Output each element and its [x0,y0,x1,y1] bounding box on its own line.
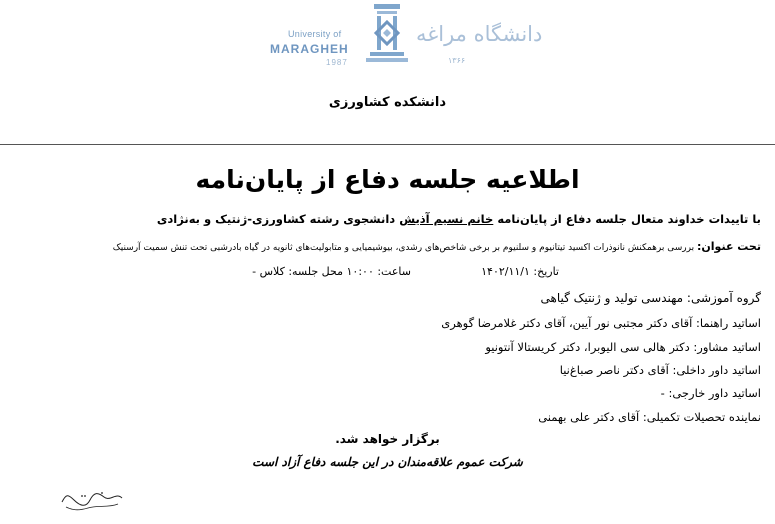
intro-after: دانشجوی رشته کشاورزی-ژنتیک و به‌نژادی [156,212,396,226]
university-seal-icon [364,2,410,66]
graduate-representative: نماینده تحصیلات تکمیلی: آقای دکتر علی بهمنی [538,410,761,424]
intro-before: با تاییدات خداوند متعال جلسه دفاع از پایان‌نامه [497,212,761,226]
header-divider [0,144,775,145]
invitation-statement: شرکت عموم علاقه‌مندان در این جلسه دفاع آزاد است [252,455,523,469]
subject-text: بررسی برهمکنش نانوذرات اکسید تیتانیوم و سلنیوم بر برخی شاخص‌های رشدی، بیوشیمیایی و متابولیت‌های ثانویه در گیاه بادرشبی تحت تنش سمیت آرسنیک [112,243,695,253]
faculty-name: دانشکده کشاورزی [328,95,447,110]
university-logo [268,2,543,74]
subject-label: تحت عنوان: [697,240,761,253]
founding-year-gregorian: 1987 [326,58,348,67]
supervisors: اساتید راهنما: آقای دکتر مجتبی نور آیین، آقای دکتر غلامرضا گوهری [441,316,761,330]
session-details [14,265,761,283]
university-english-name: University of [288,29,342,39]
session-place: محل جلسه: کلاس - [252,265,343,278]
department: گروه آموزشی: مهندسی تولید و ژنتیک گیاهی [540,291,761,305]
university-persian-name: دانشگاه مراغه [416,22,543,46]
intro-line [157,212,761,226]
external-examiners: اساتید داور خارجی: - [660,386,761,400]
session-date: تاریخ: ۱۴۰۲/۱۱/۱ [481,265,559,278]
student-name: خانم نسیم آذیش [399,212,494,226]
internal-examiners: اساتید داور داخلی: آقای دکتر ناصر صباغ‌نیا [559,363,761,377]
advisors: اساتید مشاور: دکتر هالی سی الیوبرا، دکتر کریستالا آنتونیو [485,340,761,354]
faculty-signature [58,488,128,514]
founding-year-persian: ۱۳۶۶ [448,56,466,65]
notice-title: اطلاعیه جلسه دفاع از پایان‌نامه [195,165,580,194]
held-statement: برگزار خواهد شد. [335,432,440,446]
thesis-subject [113,240,761,253]
university-english-city: MARAGHEH [270,42,349,56]
session-time: ساعت: ۱۰:۰۰ [346,265,411,278]
